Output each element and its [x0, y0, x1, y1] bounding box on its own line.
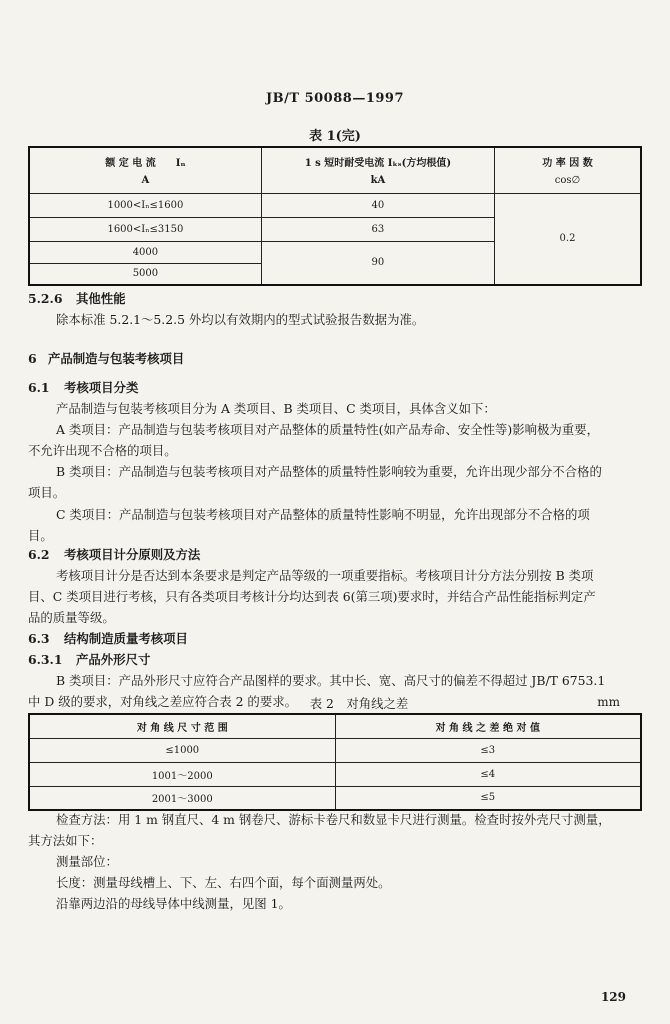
table2-cell-diff: ≤5: [335, 786, 641, 810]
section-6-3-heading: 6.3 结构制造质量考核项目: [28, 631, 188, 646]
table1-cell-current: 1600<Iₙ≤3150: [29, 217, 261, 241]
table2-cell-range: 2001～3000: [29, 786, 335, 810]
table1-cell-current: 5000: [29, 263, 261, 285]
measurement-location-label: 测量部位：: [56, 854, 118, 869]
table2-cell-diff: ≤4: [335, 762, 641, 786]
section-6-3-1-body: B 类项目：产品外形尺寸应符合产品图样的要求。其中长、宽、高尺寸的偏差不得超过 JB/T 6753.1: [56, 673, 606, 688]
table2-unit: mm: [597, 695, 620, 709]
inspection-method: 检查方法：用 1 m 钢直尺、4 m 钢卷尺、游标卡卷尺和数显卡尺进行测量。检查时按外壳尺寸测量，: [56, 812, 611, 827]
table1-cell-withstand: 63: [261, 217, 494, 241]
table1-header-withstand: 1 s 短时耐受电流 Iₖₛ(方均根值) kA: [261, 147, 494, 193]
class-a-definition: A 类项目：产品制造与包装考核项目对产品整体的质量特性(如产品寿命、安全性等)影响极为重要，: [56, 422, 599, 437]
table2-cell-range: 1001～2000: [29, 762, 335, 786]
inspection-method-cont: 其方法如下：: [28, 833, 103, 848]
table2: [28, 713, 642, 811]
class-c-definition: C 类项目：产品制造与包装考核项目对产品整体的质量特性影响不明显，允许出现部分不合格的项: [56, 507, 590, 522]
section-5-2-6-body: 除本标准 5.2.1～5.2.5 外均以有效期内的型式试验报告数据为准。: [56, 312, 425, 327]
table2-header-range: 对 角 线 尺 寸 范 围: [29, 714, 335, 738]
table1-cell-power-factor: 0.2: [494, 193, 641, 285]
table1: [28, 146, 642, 286]
section-6-2-body-end: 品的质量等级。: [28, 610, 115, 625]
section-6-2-body-cont: 目、C 类项目进行考核，只有各类项目考核计分均达到表 6(第三项)要求时，并结合产品性能指标判定产: [28, 589, 596, 604]
table-row: [29, 193, 641, 217]
class-b-definition-cont: 项目。: [28, 485, 66, 500]
table1-header-current: 额 定 电 流 Iₙ A: [29, 147, 261, 193]
table2-caption: 表 2 对角线之差: [309, 696, 409, 711]
section-5-2-6-heading: 5.2.6 其他性能: [28, 291, 126, 306]
section-6-2-heading: 6.2 考核项目计分原则及方法: [28, 547, 201, 562]
section-6-3-1-body-cont: 中 D 级的要求，对角线之差应符合表 2 的要求。: [28, 694, 297, 709]
table1-header-power-factor: 功 率 因 数 cos∅: [494, 147, 641, 193]
table2-header-diff: 对 角 线 之 差 绝 对 值: [335, 714, 641, 738]
table1-caption: 表 1(完): [309, 129, 361, 144]
class-c-definition-cont: 目。: [28, 528, 53, 543]
class-b-definition: B 类项目：产品制造与包装考核项目对产品整体的质量特性影响较为重要，允许出现少部分不合格的: [56, 464, 602, 479]
table1-cell-withstand: 40: [261, 193, 494, 217]
table1-cell-withstand: 90: [261, 241, 494, 285]
table1-cell-current: 4000: [29, 241, 261, 263]
edge-measurement: 沿靠两边沿的母线导体中线测量，见图 1。: [56, 896, 291, 911]
table2-cell-range: ≤1000: [29, 738, 335, 762]
table-row: [29, 762, 641, 786]
page-number: 129: [600, 990, 626, 1004]
table2-cell-diff: ≤3: [335, 738, 641, 762]
table-row: [29, 738, 641, 762]
class-a-definition-cont: 不允许出现不合格的项目。: [28, 443, 177, 458]
section-6-3-1-heading: 6.3.1 产品外形尺寸: [28, 652, 151, 667]
section-6-1-intro: 产品制造与包装考核项目分为 A 类项目、B 类项目、C 类项目，具体含义如下：: [56, 401, 496, 416]
table-row: [29, 786, 641, 810]
section-6-1-heading: 6.1 考核项目分类: [28, 380, 139, 395]
section-6-2-body: 考核项目计分是否达到本条要求是判定产品等级的一项重要指标。考核项目计分方法分别按 B 类项: [56, 568, 594, 583]
table1-cell-current: 1000<Iₙ≤1600: [29, 193, 261, 217]
standard-code-header: JB/T 50088—1997: [266, 91, 404, 106]
length-measurement: 长度：测量母线槽上、下、左、右四个面，每个面测量两处。: [56, 875, 391, 890]
section-6-heading: 6 产品制造与包装考核项目: [28, 351, 185, 366]
